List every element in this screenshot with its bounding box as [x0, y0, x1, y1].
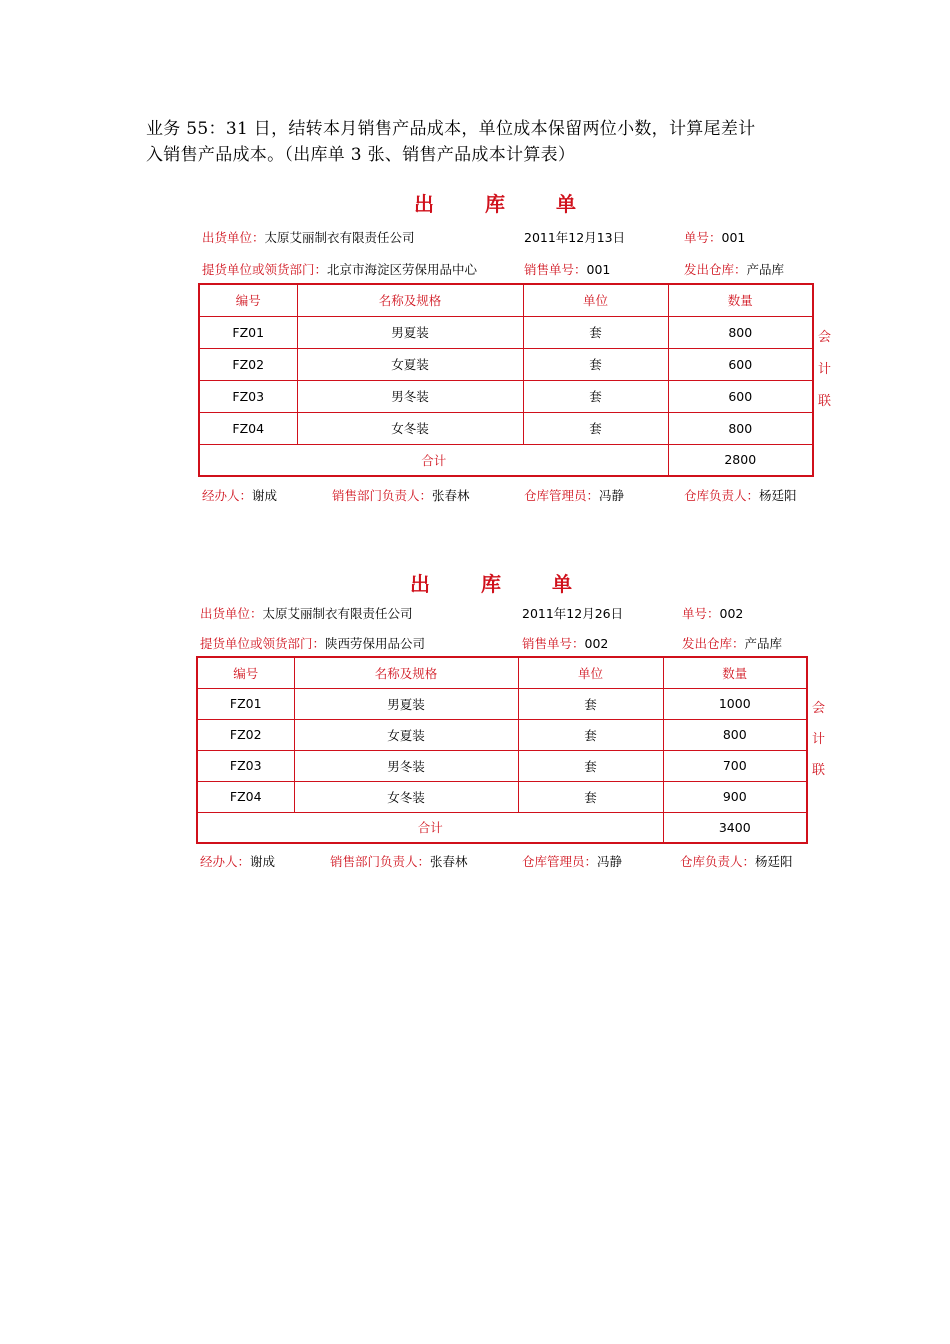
side-mark-2: 计 [812, 732, 826, 747]
warehouse-value: 产品库 [746, 262, 785, 277]
form-date: 2011年12月26日 [522, 606, 624, 621]
warehouse-row [682, 634, 782, 652]
table-header [199, 284, 813, 316]
sales-head-label: 销售部门负责人： [332, 488, 433, 503]
cell-name: 男夏装 [294, 688, 518, 719]
side-mark-3: 联 [812, 763, 826, 778]
keeper-row [522, 852, 622, 870]
cell-unit: 套 [523, 316, 668, 348]
cell-qty: 600 [668, 380, 813, 412]
handler-label: 经办人： [200, 854, 251, 869]
sale-no-value: 002 [584, 636, 609, 651]
cell-code: FZ03 [197, 750, 294, 781]
ship-unit-row [202, 228, 415, 246]
total-value: 2800 [668, 444, 813, 476]
sale-no-value: 001 [586, 262, 611, 277]
ship-unit-value: 太原艾丽制衣有限责任公司 [262, 606, 413, 621]
cell-code: FZ03 [199, 380, 297, 412]
form-no-row [682, 604, 743, 622]
items-table [196, 656, 808, 844]
side-mark-1: 会 [818, 330, 832, 345]
cell-qty: 700 [663, 750, 807, 781]
wh-head-row [684, 486, 797, 504]
cell-qty: 1000 [663, 688, 807, 719]
sales-head-label: 销售部门负责人： [330, 854, 431, 869]
table-row [197, 719, 807, 750]
keeper-label: 仓库管理员： [522, 854, 598, 869]
intro-text [146, 116, 826, 168]
keeper-row [524, 486, 624, 504]
keeper-label: 仓库管理员： [524, 488, 600, 503]
table-header [197, 657, 807, 688]
form-title: 出 库 单 [410, 572, 594, 596]
keeper-value: 冯静 [599, 488, 625, 503]
wh-head-value: 杨廷阳 [759, 488, 797, 503]
cell-qty: 600 [668, 348, 813, 380]
intro-line-1: 业务 55：31 日，结转本月销售产品成本，单位成本保留两位小数，计算尾差计 [146, 119, 756, 139]
col-qty-header: 数量 [668, 284, 813, 316]
form-no-value: 001 [721, 230, 746, 245]
col-unit-header: 单位 [523, 284, 668, 316]
col-unit-header: 单位 [518, 657, 663, 688]
cell-unit: 套 [518, 781, 663, 812]
warehouse-value: 产品库 [744, 636, 783, 651]
col-code-header: 编号 [197, 657, 294, 688]
recv-row [200, 634, 425, 652]
recv-row [202, 260, 477, 278]
items-table [198, 283, 814, 477]
cell-unit: 套 [523, 380, 668, 412]
total-label: 合计 [197, 812, 663, 843]
cell-unit: 套 [523, 348, 668, 380]
cell-unit: 套 [518, 750, 663, 781]
warehouse-label: 发出仓库： [684, 262, 747, 277]
delivery-form-2 [196, 568, 826, 878]
side-mark-1: 会 [812, 701, 826, 716]
table-row [197, 781, 807, 812]
cell-name: 男冬装 [294, 750, 518, 781]
sale-no-label: 销售单号： [522, 636, 585, 651]
recv-label: 提货单位或领货部门： [200, 636, 326, 651]
cell-code: FZ04 [199, 412, 297, 444]
cell-code: FZ04 [197, 781, 294, 812]
col-name-header: 名称及规格 [294, 657, 518, 688]
sales-head-value: 张春林 [432, 488, 470, 503]
cell-qty: 800 [668, 412, 813, 444]
side-mark-3: 联 [818, 394, 832, 409]
cell-name: 男冬装 [297, 380, 523, 412]
recv-value: 北京市海淀区劳保用品中心 [327, 262, 478, 277]
sale-no-label: 销售单号： [524, 262, 587, 277]
form-date: 2011年12月13日 [524, 230, 626, 245]
cell-name: 女冬装 [297, 412, 523, 444]
cell-code: FZ01 [199, 316, 297, 348]
ship-unit-value: 太原艾丽制衣有限责任公司 [264, 230, 415, 245]
cell-qty: 800 [668, 316, 813, 348]
form-no-row [684, 228, 745, 246]
total-row [197, 812, 807, 843]
sales-head-row [330, 852, 468, 870]
total-value: 3400 [663, 812, 807, 843]
form-title: 出 库 单 [414, 192, 598, 216]
total-row [199, 444, 813, 476]
sales-head-value: 张春林 [430, 854, 468, 869]
warehouse-label: 发出仓库： [682, 636, 745, 651]
handler-value: 谢成 [252, 488, 278, 503]
keeper-value: 冯静 [597, 854, 623, 869]
cell-name: 女冬装 [294, 781, 518, 812]
form-no-label: 单号： [684, 230, 722, 245]
form-no-value: 002 [719, 606, 744, 621]
total-label: 合计 [199, 444, 668, 476]
handler-row [202, 486, 277, 504]
cell-unit: 套 [518, 688, 663, 719]
warehouse-row [684, 260, 784, 278]
sale-no-row [522, 634, 608, 652]
wh-head-value: 杨廷阳 [755, 854, 793, 869]
table-row [199, 380, 813, 412]
intro-line-2: 入销售产品成本。（出库单 3 张、销售产品成本计算表） [146, 145, 576, 165]
sale-no-row [524, 260, 610, 278]
handler-label: 经办人： [202, 488, 253, 503]
sales-head-row [332, 486, 470, 504]
cell-unit: 套 [518, 719, 663, 750]
side-mark-2: 计 [818, 362, 832, 377]
cell-qty: 800 [663, 719, 807, 750]
form-no-label: 单号： [682, 606, 720, 621]
wh-head-label: 仓库负责人： [684, 488, 760, 503]
table-row [197, 750, 807, 781]
recv-value: 陕西劳保用品公司 [325, 636, 426, 651]
cell-qty: 900 [663, 781, 807, 812]
handler-row [200, 852, 275, 870]
col-qty-header: 数量 [663, 657, 807, 688]
cell-name: 女夏装 [294, 719, 518, 750]
cell-code: FZ02 [199, 348, 297, 380]
cell-unit: 套 [523, 412, 668, 444]
cell-name: 男夏装 [297, 316, 523, 348]
ship-unit-row [200, 604, 413, 622]
delivery-form-1 [198, 186, 832, 516]
ship-unit-label: 出货单位： [200, 606, 263, 621]
table-row [199, 316, 813, 348]
cell-code: FZ01 [197, 688, 294, 719]
table-row [197, 688, 807, 719]
col-name-header: 名称及规格 [297, 284, 523, 316]
table-row [199, 348, 813, 380]
cell-name: 女夏装 [297, 348, 523, 380]
handler-value: 谢成 [250, 854, 276, 869]
col-code-header: 编号 [199, 284, 297, 316]
table-row [199, 412, 813, 444]
wh-head-label: 仓库负责人： [680, 854, 756, 869]
recv-label: 提货单位或领货部门： [202, 262, 328, 277]
cell-code: FZ02 [197, 719, 294, 750]
wh-head-row [680, 852, 793, 870]
ship-unit-label: 出货单位： [202, 230, 265, 245]
